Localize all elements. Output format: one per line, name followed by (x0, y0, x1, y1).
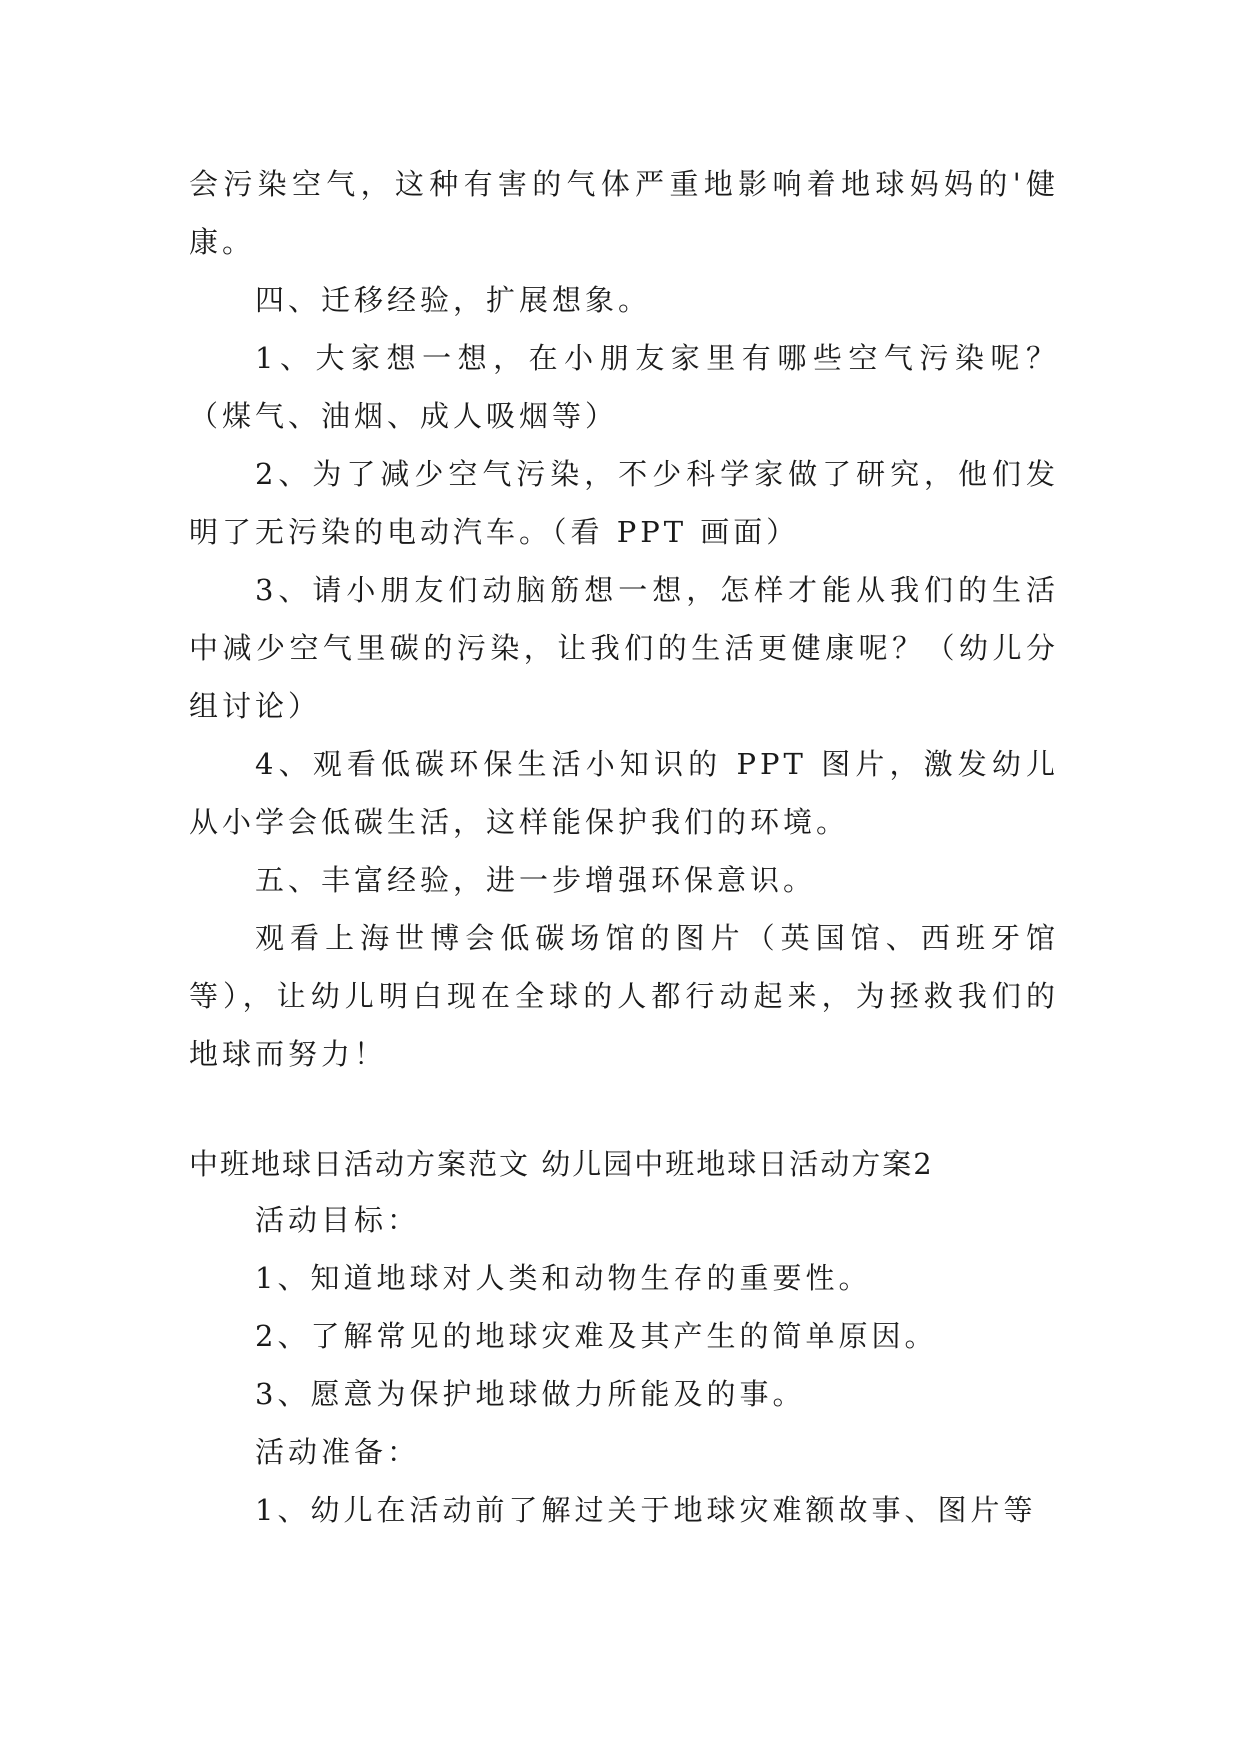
paragraph-item-2: 2、为了减少空气污染，不少科学家做了研究，他们发明了无污染的电动汽车。（看 PPT 画面） (189, 457, 1059, 549)
paragraph-continuation: 会污染空气，这种有害的气体严重地影响着地球妈妈的'健康。 (189, 167, 1059, 259)
paragraph-item-1: 1、大家想一想，在小朋友家里有哪些空气污染呢？（煤气、油烟、成人吸烟等） (189, 341, 1059, 433)
heading-step-four: 四、迁移经验，扩展想象。 (255, 283, 652, 317)
paragraph-expo: 观看上海世博会低碳场馆的图片（英国馆、西班牙馆等），让幼儿明白现在全球的人都行动起来，为拯救我们的地球而努力！ (189, 921, 1059, 1071)
heading-step-five: 五、丰富经验，进一步增强环保意识。 (255, 863, 817, 897)
section-title: 中班地球日活动方案范文 幼儿园中班地球日活动方案2 (189, 1147, 934, 1181)
heading-activity-goals: 活动目标： (255, 1203, 421, 1237)
document-page (189, 155, 1059, 1539)
paragraph-item-4: 4、观看低碳环保生活小知识的 PPT 图片，激发幼儿从小学会低碳生活，这样能保护我们的环境。 (189, 747, 1059, 839)
goal-item-1: 1、知道地球对人类和动物生存的重要性。 (255, 1261, 872, 1295)
goal-item-2: 2、了解常见的地球灾难及其产生的简单原因。 (255, 1319, 938, 1353)
preparation-item-1: 1、幼儿在活动前了解过关于地球灾难额故事、图片等 (255, 1493, 1037, 1527)
goal-item-3: 3、愿意为保护地球做力所能及的事。 (255, 1377, 806, 1411)
paragraph-item-3: 3、请小朋友们动脑筋想一想，怎样才能从我们的生活中减少空气里碳的污染，让我们的生活更健康呢？（幼儿分组讨论） (189, 573, 1059, 723)
section-spacer (189, 1083, 1059, 1137)
heading-activity-preparation: 活动准备： (255, 1435, 421, 1469)
